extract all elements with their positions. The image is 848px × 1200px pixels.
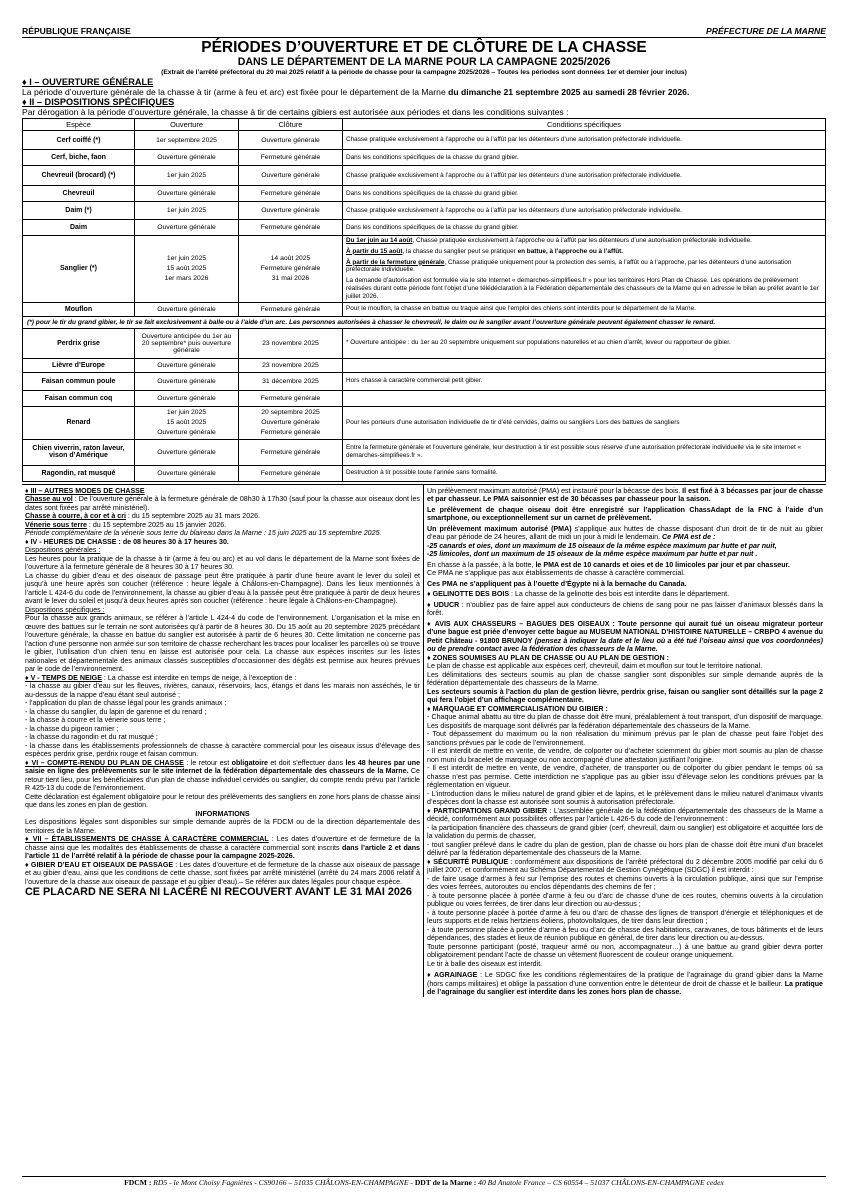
section-1-text: La période d’ouverture générale de la chasse à tir (arme à feu et arc) est fixée pour le département de la Marne du dimanche 21 septembre 2025 au samedi 28 février 2026.: [22, 87, 690, 97]
section-5-heading: ♦ V - TEMPS DE NEIGE: [25, 673, 102, 682]
th-ouverture: Ouverture: [135, 119, 239, 131]
table-row-faisan-coq: Faisan commun coq Ouverture générale Fermeture générale: [23, 390, 826, 406]
section-6-heading: ♦ VI – COMPTE-RENDU DU PLAN DE CHASSE: [25, 758, 184, 767]
footer-addresses: FDCM : RD5 - le Mont Choisy Fagnières - CS90166 – 51035 CHÂLONS-EN-CHAMPAGNE - DDT de la Marne : 40 Bd Anatole France – CS 60554 – 51037 CHÂLONS-EN-CHAMPAGNE cedex: [22, 1176, 826, 1188]
species-table: [22, 118, 826, 482]
right-column: Un prélèvement maximum autorisé (PMA) est instauré pour la bécasse des bois. Il est fixé à 3 bécasses par jour de chasse et par chasseur. Le PMA saisonnier est de 30 bécasses par chasseur pour la saison. Le prélèvement de chaque oiseau doit être enregistré sur l’application ChassAdapt de la FNC à l’aide d’un smartphone, ou exceptionnellement sur un carnet de prélèvement. Un prélèvement maximum autorisé (PMA) s’applique aux huttes de chasse disposant d’un droit de tir de nuit au gibier d’eau par période de 24 heures, allant de midi un jour à midi le lendemain. Ce PMA est de : -25 canards et oies, dont un maximum de 15 oiseaux de la même espèce maximum par hutte et par nuit, -25 limicoles, dont un maximum de 15 oiseaux de la même espèce maximum par hutte et par nuit . En chasse à la passée, à la botte, le PMA est de 10 canards et oies et de 10 limicoles par jour et par chasseur. Ce PMA ne s’applique pas aux établissements de chasse à caractère commercial. Ces PMA ne s’appliquent pas à l’ouette d’Égypte ni à la bernache du Canada. ♦ GELINOTTE DES BOIS : La chasse de la gelinotte des bois est interdite dans le département. ♦ UDUCR : n’oubliez pas de faire appel aux conducteurs de chiens de sang pour ne pas laisser d’animaux blessés dans la forêt. ♦ AVIS AUX CHASSEURS – BAGUES DES OISEAUX : Toute personne qui aurait tué un oiseau migrateur porteur d’une bague est priée d’envoyer cette bague au MUSEUM NATIONAL D’HISTOIRE NATURELLE – CRBPO 4 avenue du Petit Château - 91800 BRUNOY (pensez à indiquer la date et le lieu où a été tué l’oiseau ainsi que vos coordonnées) ou de prendre contact avec la fédération des chasseurs de la Marne. ♦ ZONES SOUMISES AU PLAN DE CHASSE OU AU PLAN DE GESTION : Le plan de chasse est applicable aux espèces cerf, chevreuil, daim et mouflon sur tout le territoire national. Les délimitations des secteurs soumis au plan de chasse sanglier sont disponibles sur simple demande auprès de la fédération départementale des chasseurs de la Marne. Les secteurs soumis à l’action du plan de gestion lièvre, perdrix grise, faisan ou sanglier sont détaillés sur la page 2 qui fera l’objet d’un affichage complémentaire. ♦ MARQUAGE ET COMMERCIALISATION DU GIBIER : - Chaque animal abattu au titre du plan de chasse doit être muni, préalablement à tout transport, d’un dispositif de marquage. Les dispositifs de marquage sont délivrés par la fédération départementale des chasseurs de la Marne. - Tout dépassement du maximum ou la non réalisation du minimum prévus par le plan de chasse peut faire l’objet des sanctions prévues par le code de l’environnement. - Il est interdit de mettre en vente, de vendre, de colporter ou d’acheter sciemment du gibier mort soumis au plan de chasse non muni du bracelet de marquage ou non accompagné d’une attestation justifiant l’origine. - Il est interdit de mettre en vente, de vendre, d’acheter, de transporter ou de colporter du gibier pendant le temps où sa chasse n’est pas permise. Cette interdiction ne s’applique pas au gibier issu d’élevage selon les conditions prévues par la réglementation en vigueur. - L’introduction dans le milieu naturel de grand gibier et de lapins, et le prélèvement dans le milieu naturel d’animaux vivants d’espèces dont la chasse est autorisée sont soumis à autorisation préfectorale. ♦ PARTICIPATIONS GRAND GIBIER : L’assemblée générale de la fédération départementale des chasseurs de la Marne a décidé, conformément aux possibilités offertes par l’article L 426-5 du code de l’environnement : - la participation financière des chasseurs de grand gibier (cerf, chevreuil, daim ou sanglier) est obligatoire et acquittée lors de la validation du permis de chasser, - tout sanglier prélevé dans le cadre du plan de gestion, plan de chasse ou hors plan de chasse doit être muni d’un bracelet délivré par la fédération départementale des chasseurs de la Marne. ♦ SÉCURITÉ PUBLIQUE : conformément aux dispositions de l’arrêté préfectoral du 2 décembre 2005 modifié par celui du 6 juillet 2007, et conformément au Schéma Départemental de Gestion Cynégétique (SDGC) il est interdit : - de faire usage d’armes à feu sur l’emprise des routes et chemins ouverts à la circulation publique, ainsi que sur l’emprise des voies ferrées, autoroutes ou enclos dépendants des chemins de fer ; - à toute personne placée à portée d’arme à feu ou d’arc de chasse d’une de ces routes, chemins ouverts à la circulation publique ou voies ferrées, de tirer dans leur direction ou au-dessus ; - à toute personne placée à portée d’arme à feu ou d’arc de chasse des lignes de transport d’énergie et téléphoniques et de leurs supports et de relais hertziens éoliens, photovoltaïques, de tirer dans leur direction ; - à toute personne placée à portée d’arme à feu ou d’arc de chasse des habitations, caravanes, de tous bâtiments et de leurs dépendances, des stades et lieux de réunion publique en général, de tirer dans leur direction ou au-dessus. Toute personne participant (posté, traqueur armé ou non, accompagnateur…) à une battue au grand gibier devra porter obligatoirement pendant l’acte de chasse un vêtement fluorescent de couleur orange uniquement. Le tir à balle des oiseaux est interdit. ♦ AGRAINAGE : Le SDGC fixe les conditions réglementaires de la pratique de l’agrainage du grand gibier dans la Marne (hors camps militaires) et oblige la passation d’une convention entre le détenteur de droit de chasse et le bailleur. La pratique de l’agrainage du sanglier est interdite dans les zones hors plan de chasse.: [427, 486, 823, 997]
table-row-perdrix: Perdrix grise Ouverture anticipée du 1er au 20 septembre* puis ouverture générale 23 novembre 2025 * Ouverture anticipée : du 1er au 20 septembre uniquement sur populations naturelles et au chien d’arrêt, leveur ou rapporteur de gibier.: [23, 328, 826, 358]
table-row-renard: Renard 1er juin 2025 15 août 2025 Ouverture générale 20 septembre 2025 Ouverture générale Fermeture générale Pour les porteurs d’une autorisation individuelle de tir d’été cervidés, daims ou sangliers Lors des battues de sangliers: [23, 406, 826, 439]
th-conditions: Conditions spécifiques: [343, 119, 826, 131]
section-2-heading: ♦ II – DISPOSITIONS SPÉCIFIQUES: [22, 97, 175, 107]
table-row-sanglier: Sanglier (*) 1er juin 2025 15 août 2025 1er mars 2026 14 août 2025 Fermeture générale 31 mai 2026 Du 1er juin au 14 août, Chasse pratiquée exclusivement à l’approche ou à l’affût par les détenteurs d’une autorisation préfectorale individuelle. À partir du 15 août, la chasse du sanglier peut se pratiquer en battue, à l’approche ou à l’affût. À partir de la fermeture générale, Chasse pratiquée uniquement pour la protection des semis, à l’affût ou à l’approche, par les détenteurs d’une autorisation préfectorale individuelle. La demande d’autorisation est formulée via le site Internet « demarches-simplifiees.fr » pour les territoires Hors Plan de Chasse. Les opérations de prélèvement réalisées durant cette période font l’objet d’une télédéclaration à la Fédération départementale des chasseurs de la Marne qui en adresse le bilan au préfet avant le 1er juillet 2026.: [23, 236, 826, 303]
placard-notice: CE PLACARD NE SERA NI LACÉRÉ NI RECOUVERT AVANT LE 31 MAI 2026: [25, 886, 412, 899]
table-row: Cerf coiffé (*) 1er septembre 2025 Ouverture générale Chasse pratiquée exclusivement à l’approche ou à l’affût par les détenteurs d’une autorisation préfectorale individuelle.: [23, 131, 826, 150]
header-republic: RÉPUBLIQUE FRANÇAISE: [22, 26, 131, 36]
document-page: [22, 26, 826, 1188]
table-row: Daim (*) 1er juin 2025 Ouverture générale Chasse pratiquée exclusivement à l’approche ou à l’affût par les détenteurs d’une autorisation préfectorale individuelle.: [23, 202, 826, 220]
th-espece: Espèce: [23, 119, 135, 131]
th-cloture: Clôture: [239, 119, 343, 131]
table-row: Cerf, biche, faon Ouverture générale Fermeture générale Dans les conditions spécifiques de la chasse du grand gibier.: [23, 150, 826, 166]
header-prefecture: PRÉFECTURE DE LA MARNE: [706, 26, 826, 36]
table-row: Chevreuil (brocard) (*) 1er juin 2025 Ouverture générale Chasse pratiquée exclusivement à l’approche ou à l’affût par les détenteurs d’une autorisation préfectorale individuelle.: [23, 166, 826, 186]
table-row-faisan-poule: Faisan commun poule Ouverture générale 31 décembre 2025 Hors chasse à caractère commercial petit gibier.: [23, 372, 826, 390]
page-subtitle: DANS LE DÉPARTEMENT DE LA MARNE POUR LA CAMPAGNE 2025/2026: [237, 56, 611, 68]
table-row-vison: Chien viverrin, raton laveur, vison d’Amérique Ouverture générale Fermeture générale Entre la fermeture générale et l’ouverture générale, leur destruction à tir est possible sous réserve d’une autorisation préfectorale individuelle via le site Internet « demarches-simplifiees.fr ».: [23, 439, 826, 465]
informations-heading: INFORMATIONS: [195, 809, 250, 818]
table-row: Daim Ouverture générale Fermeture générale Dans les conditions spécifiques de la chasse du grand gibier.: [23, 220, 826, 236]
section-3-heading: ♦ III – AUTRES MODES DE CHASSE: [25, 486, 145, 495]
table-header-row: [23, 119, 826, 131]
table-row-ragondin: Ragondin, rat musqué Ouverture générale Fermeture générale Destruction à tir possible toute l’année sans formalité.: [23, 465, 826, 481]
two-column-body: [22, 484, 826, 997]
table-row-mouflon: Mouflon Ouverture générale Fermeture générale Pour le mouflon, la chasse en battue ou traque ainsi que l’emploi des chiens sont interdits pour le département de la Marne.: [23, 302, 826, 316]
section-2-text: Par dérogation à la période d’ouverture générale, la chasse à tir de certains gibiers est autorisée aux périodes et dans les conditions suivantes :: [22, 107, 569, 117]
page-title: PÉRIODES D’OUVERTURE ET DE CLÔTURE DE LA CHASSE: [201, 39, 647, 56]
section-4-heading: ♦ IV - HEURES DE CHASSE : de 08 heures 30 à 17 heures 30.: [25, 537, 229, 546]
left-column: ♦ III – AUTRES MODES DE CHASSE Chasse au vol : De l’ouverture générale à la fermeture générale de 08h30 à 17h30 (sauf pour la chasse aux oiseaux dont les dates sont fixées par arrêté ministériel). Chasse à courre, à cor et à cri : du 15 septembre 2025 au 31 mars 2026. Vénerie sous terre : du 15 septembre 2025 au 15 janvier 2026. Période complémentaire de la vénerie sous terre du blaireau dans la Marne : 15 juin 2025 au 15 septembre 2025. ♦ IV - HEURES DE CHASSE : de 08 heures 30 à 17 heures 30. Dispositions générales : Les heures pour la pratique de la chasse à tir (arme à feu ou arc) et au vol dans le département de la Marne sont fixées de l’ouverture à la fermeture générale de 8 heures 30 à 17 heures 30. La chasse du gibier d’eau et des oiseaux de passage peut être pratiquée à partir d’une heure avant le lever du soleil et jusqu’à une heure après son coucher (référence : heure légale à Châlons-en-Champagne). Dans les lieux mentionnés à l’article L 424-6 du code de l’environnement, la chasse au gibier d’eau à la passée peut être pratiquée à partir de deux heures avant le lever du soleil et jusqu’à deux heures après son coucher (référence : heure légale à Châlons-en-Champagne). Dispositions spécifiques : Pour la chasse aux grands animaux, se référer à l’article L 424-4 du code de l’environnement. L’organisation et la mise en œuvre des battues sur le terrain ne sont autorisées qu’à partir de 8 heures 30. Du 15 août au 20 septembre 2025 précédant l’ouverture générale, la chasse en battue du sanglier est autorisée à partir de 6 heures 30. Cette limitation ne concerne pas l’action d’une personne non armée sur son territoire de chasse recherchant les traces pour localiser les parcelles où se trouve le gibier, l’utilisation d’un chien tenu en laisse est autorisée pour cela. La chasse aux espèces inscrites sur les listes nationales et départementale des animaux classés susceptibles d’occasionner des dégâts est permise aux heures prévues par le code de l’environnement. ♦ V - TEMPS DE NEIGE : La chasse est interdite en temps de neige, à l’exception de : - la chasse au gibier d’eau sur les fleuves, rivières, canaux, réservoirs, lacs, étangs et dans les marais non asséchés, le tir au-dessus de la nappe d’eau étant seul autorisé ; - l’application du plan de chasse légal pour les grands animaux ; - la chasse du sanglier, du lapin de garenne et du renard ; - la chasse à courre et la vénerie sous terre ; - la chasse du pigeon ramier ; - la chasse du ragondin et du rat musqué ; - la chasse dans les établissements professionnels de chasse à caractère commercial pour les oiseaux issus d’élevage des espèces perdrix grise, perdrix rouge et faisan commun. ♦ VI – COMPTE-RENDU DU PLAN DE CHASSE : le retour est obligatoire et doit s’effectuer dans les 48 heures par une saisie en ligne des prélèvements sur le site internet de la fédération départementale des chasseurs de la Marne. Ce retour tient lieu, pour les bénéficiaires d’un plan de chasse individuel cervidés ou sanglier, du compte rendu prévu par l’article R 425-13 du code de l’environnement. Cette déclaration est également obligatoire pour le retour des prélèvements des sangliers en zone hors plans de chasse ainsi que dans les zones en plan de gestion. INFORMATIONS Les dispositions légales sont disponibles sur simple demande auprès de la FDCM ou de la direction départementale des territoires de la Marne. ♦ VII – ÉTABLISSEMENTS DE CHASSE À CARACTÈRE COMMERCIAL : Les dates d’ouverture et de fermeture de la chasse ainsi que les modalités des établissements de chasse à caractère commercial sont inscrits dans l’article 2 et dans l’article 11 de l’arrêté relatif à la période de chasse pour la campagne 2025-2026. ♦ GIBIER D’EAU ET OISEAUX DE PASSAGE : Les dates d’ouverture et de fermeture de la chasse aux oiseaux de passage et au gibier d’eau, ainsi que les conditions de cette chasse, sont fixées par arrêté ministériel (arrêté du 24 mars 2006 relatif à l’ouverture de la chasse aux oiseaux de passage et au gibier d’eau).– Se référer aux dates légales pour chaque espèce. CE PLACARD NE SERA NI LACÉRÉ NI RECOUVERT AVANT LE 31 MAI 2026: [22, 485, 424, 997]
top-header: [22, 26, 826, 38]
section-1-heading: ♦ I – OUVERTURE GÉNÉRALE: [22, 77, 154, 87]
table-note-row: (*) pour le tir du grand gibier, le tir se fait exclusivement à balle ou à l’aide d’un arc. Les personnes autorisées à chasser le chevreuil, le daim ou le sanglier avant l’ouverture générale peuvent également chasser le renard.: [23, 316, 826, 328]
section-7-heading: ♦ VII – ÉTABLISSEMENTS DE CHASSE À CARACTÈRE COMMERCIAL: [25, 835, 269, 844]
table-row: Chevreuil Ouverture générale Fermeture générale Dans les conditions spécifiques de la chasse du grand gibier.: [23, 186, 826, 202]
table-row-lievre: Lièvre d’Europe Ouverture générale 23 novembre 2025: [23, 358, 826, 372]
extract-note: (Extrait de l’arrêté préfectoral du 20 mai 2025 relatif à la période de chasse pour la campagne 2025/2026 – Toutes les périodes sont données 1er et dernier jour inclus): [161, 69, 687, 76]
